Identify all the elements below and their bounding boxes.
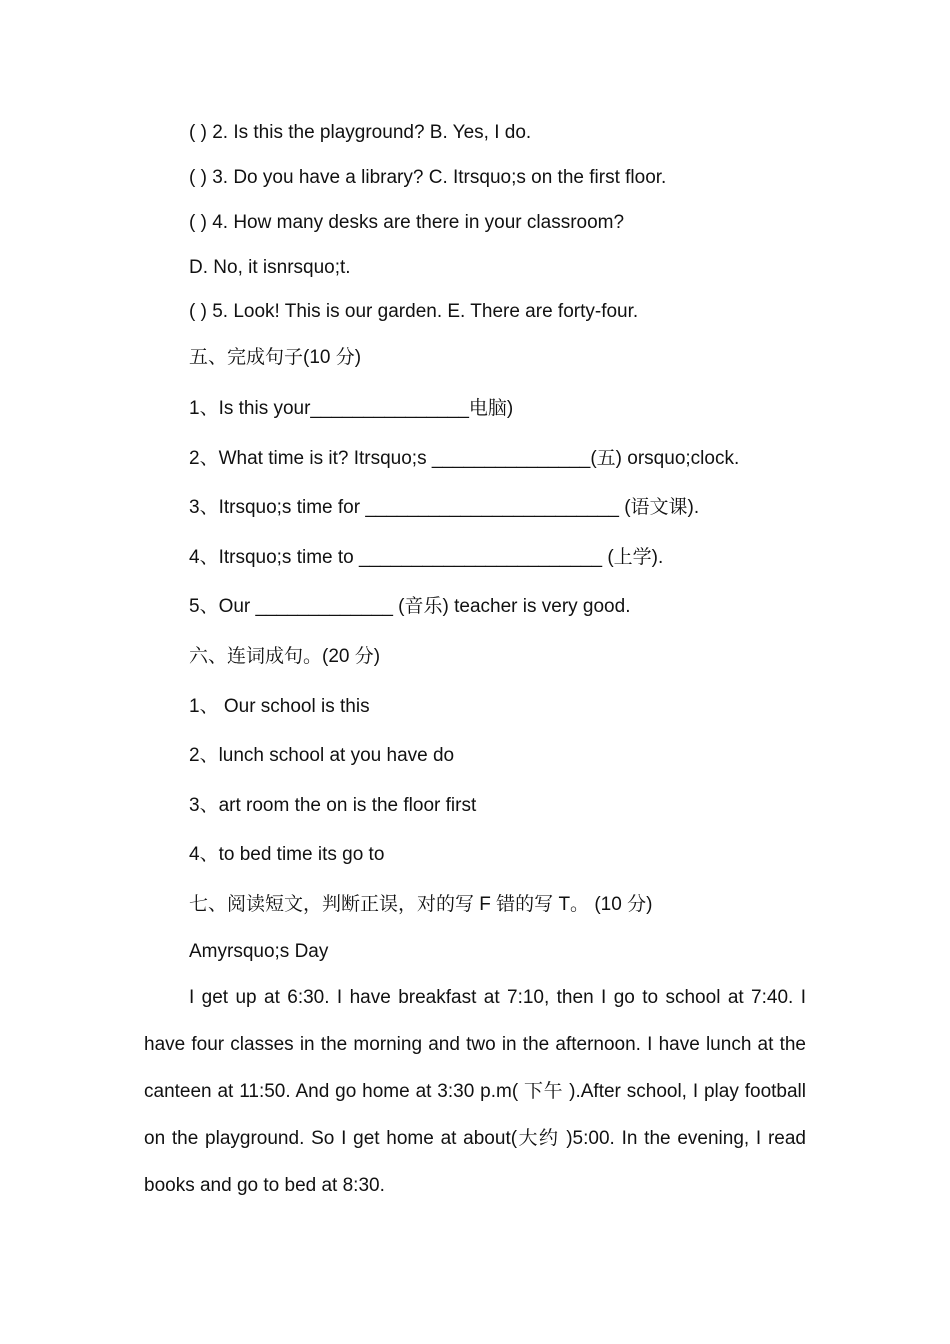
section-6-item-1: 1、 Our school is this (189, 696, 370, 717)
section-6-item-2: 2、lunch school at you have do (189, 745, 455, 766)
section-5-item-2: 2、What time is it? Itrsquo;s _______________(五) orsquo;clock. (189, 448, 740, 469)
section-7-heading: 七、阅读短文，判断正误，对的写 F 错的写 T。 (10 分) (189, 894, 653, 915)
section-5-item-1: 1、Is this your_______________电脑) (189, 398, 514, 419)
section-5-item-5: 5、Our _____________ (音乐) teacher is very good. (189, 596, 631, 617)
section-5-item-4: 4、Itrsquo;s time to _______________________ (上学). (189, 547, 664, 568)
passage-title: Amyrsquo;s Day (189, 941, 329, 962)
matching-question-3: ( ) 3. Do you have a library? C. Itrsquo;s on the first floor. (189, 167, 667, 188)
matching-question-5: ( ) 5. Look! This is our garden. E. There are forty-four. (189, 301, 639, 322)
section-6-item-3: 3、art room the on is the floor first (189, 795, 477, 816)
passage-body: I get up at 6:30. I have breakfast at 7:10, then I go to school at 7:40. I have four classes in the morning and two in the afternoon. I have lunch at the canteen at 11:50. And go home at 3:30 p.m( 下午 ).After school, I play football on the playground. So I get home at about(大约 )5:00. In the evening, I read books and go to bed at 8:30. (144, 987, 806, 1196)
section-5-heading: 五、完成句子(10 分) (189, 347, 362, 368)
section-6-item-4: 4、to bed time its go to (189, 844, 385, 865)
matching-question-2: ( ) 2. Is this the playground? B. Yes, I do. (189, 122, 532, 143)
section-5-item-3: 3、Itrsquo;s time for ________________________ (语文课). (189, 497, 700, 518)
matching-option-d: D. No, it isnrsquo;t. (189, 257, 351, 278)
matching-question-4: ( ) 4. How many desks are there in your classroom? (189, 212, 625, 233)
section-6-heading: 六、连词成句。(20 分) (189, 646, 381, 667)
